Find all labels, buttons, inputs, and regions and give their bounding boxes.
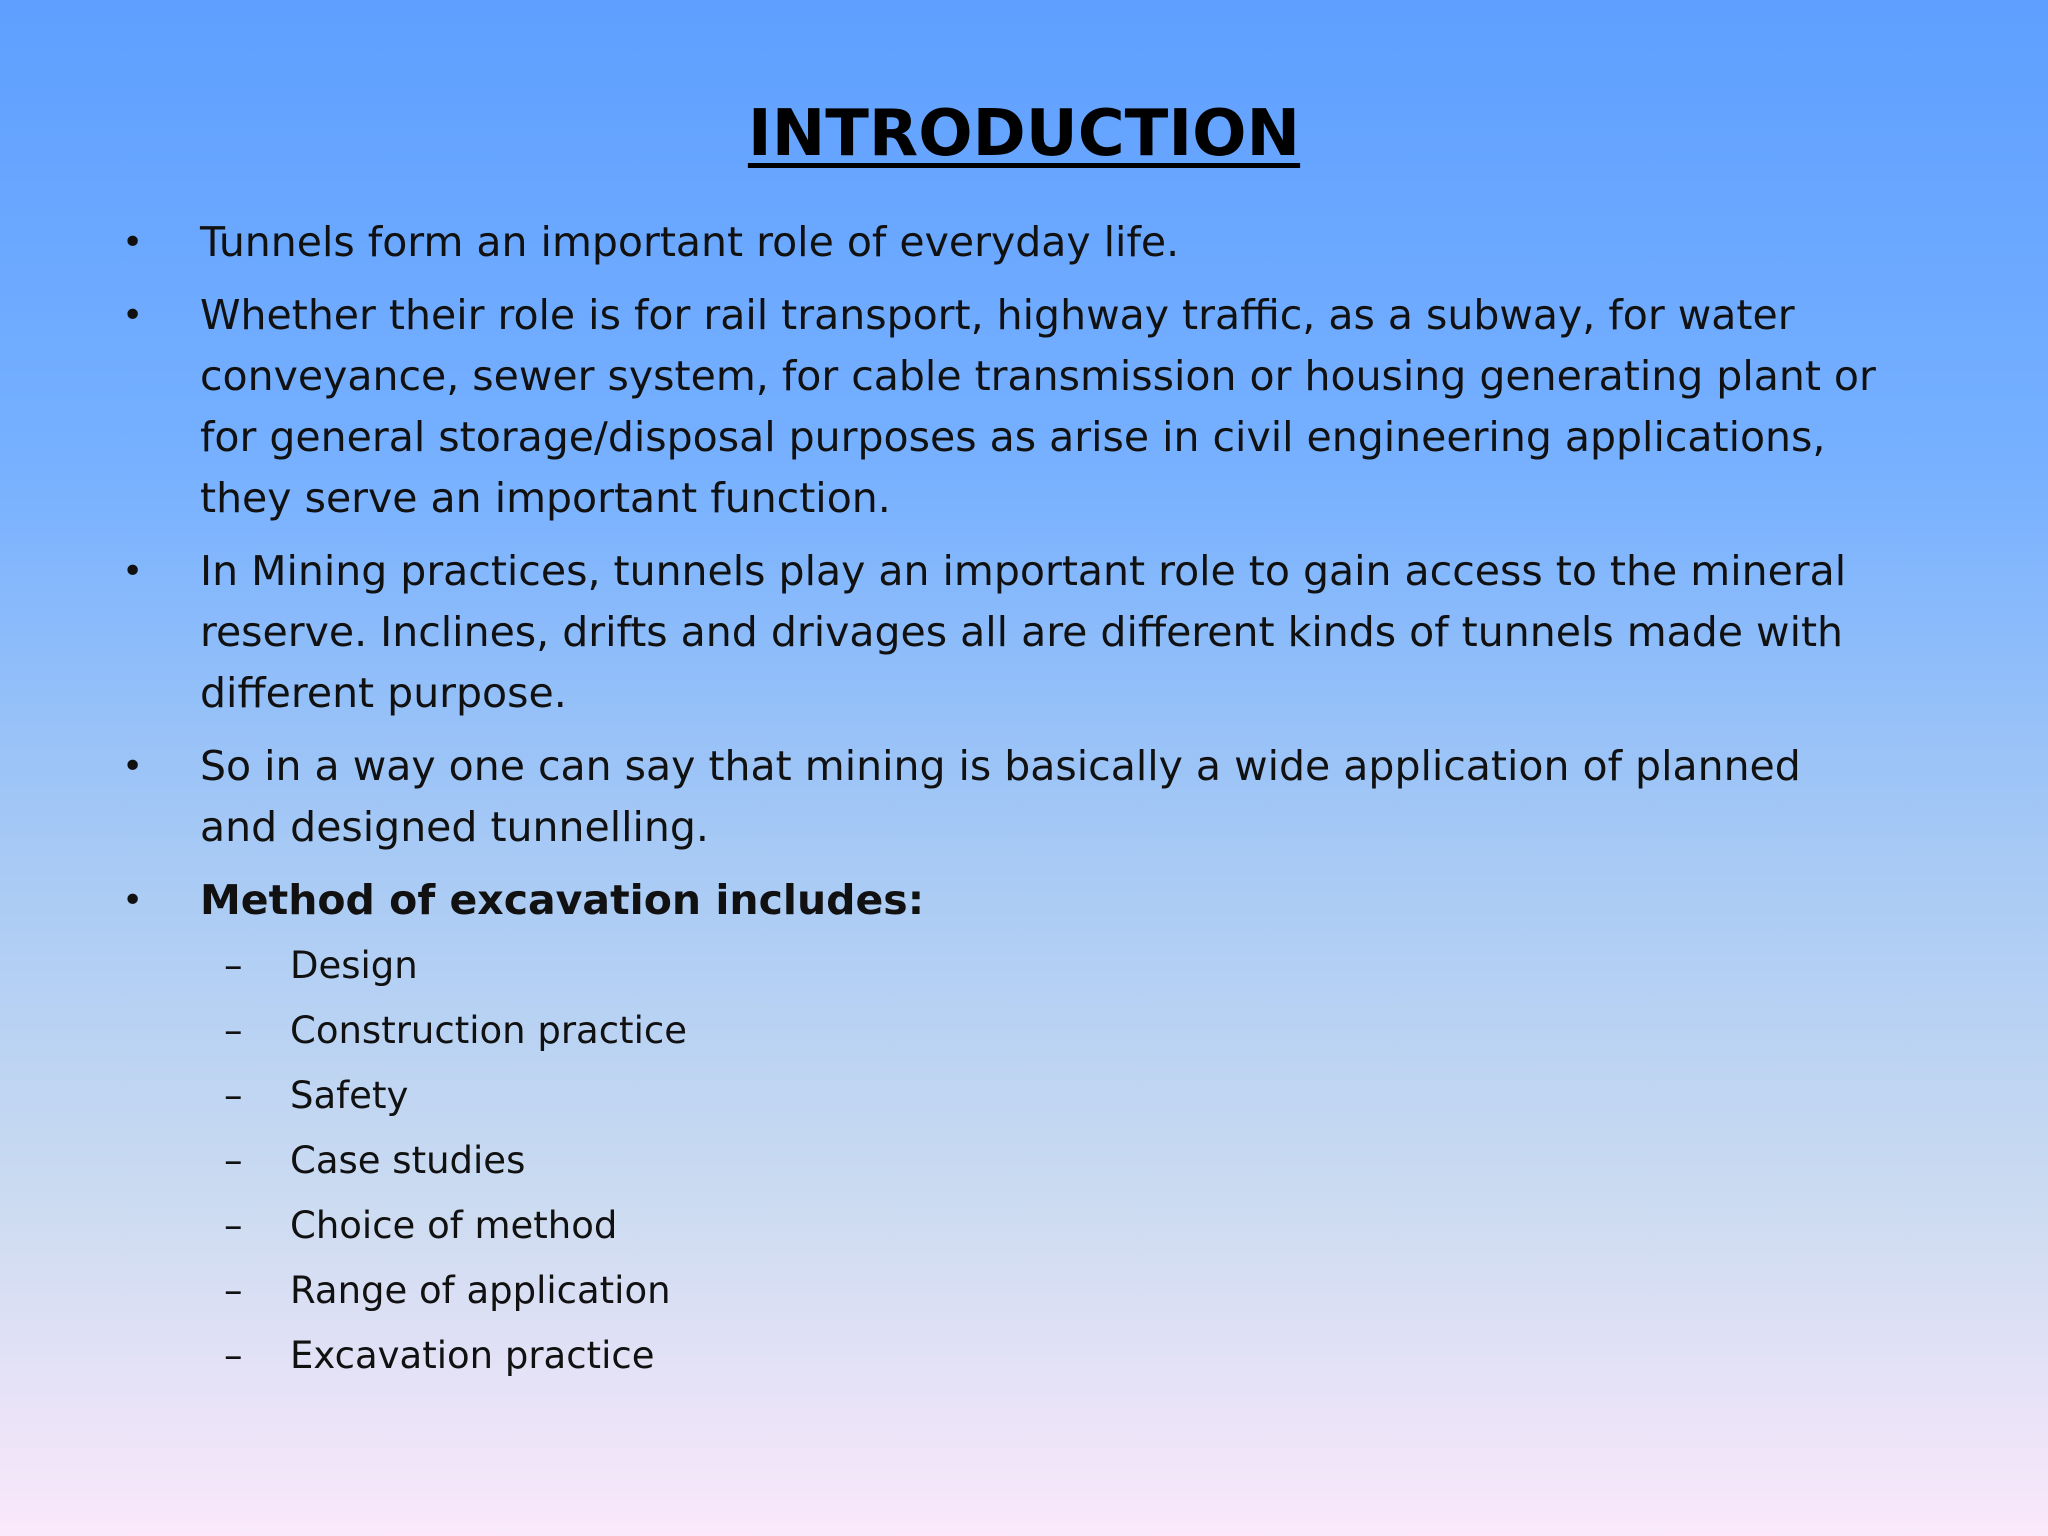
slide-title: INTRODUCTION <box>747 97 1301 171</box>
dash-marker: – <box>224 1074 243 1117</box>
bullet-text: Method of excavation includes: <box>200 876 925 924</box>
bullet-item <box>122 736 1890 858</box>
bullet-text: Whether their role is for rail transport, highway traffic, as a subway, for water conveyance, sewer system, for cable transmission or housing generating plant or for general storage/disposal purposes as arise in civil engineering applications, they serve an important function. <box>200 291 1876 522</box>
sub-bullet-text: Range of application <box>290 1269 671 1312</box>
dash-marker: – <box>224 1009 243 1052</box>
bullet-marker: • <box>122 551 144 592</box>
sub-bullet-item <box>224 1128 1890 1193</box>
sub-bullet-item <box>224 1258 1890 1323</box>
bullet-text: Tunnels form an important role of everyday life. <box>200 218 1180 266</box>
sub-bullet-text: Construction practice <box>290 1009 687 1052</box>
bullet-marker: • <box>122 295 144 336</box>
bullet-marker: • <box>122 746 144 787</box>
bullet-item <box>122 541 1890 724</box>
dash-marker: – <box>224 944 243 987</box>
sub-bullet-item <box>224 1193 1890 1258</box>
dash-marker: – <box>224 1269 243 1312</box>
bullet-item-method-heading <box>122 870 1890 1388</box>
sub-bullet-text: Excavation practice <box>290 1334 655 1377</box>
bullet-marker: • <box>122 222 144 263</box>
bullet-item <box>122 285 1890 529</box>
bullet-text: So in a way one can say that mining is basically a wide application of planned and designed tunnelling. <box>200 742 1801 851</box>
dash-marker: – <box>224 1139 243 1182</box>
sub-bullet-item <box>224 933 1890 998</box>
dash-marker: – <box>224 1204 243 1247</box>
bullet-item <box>122 212 1890 273</box>
sub-bullet-item <box>224 998 1890 1063</box>
sub-bullet-text: Choice of method <box>290 1204 618 1247</box>
dash-marker: – <box>224 1334 243 1377</box>
sub-bullet-list <box>200 933 1890 1388</box>
bullet-text: In Mining practices, tunnels play an important role to gain access to the mineral reserve. Inclines, drifts and drivages all are different kinds of tunnels made with different purpose. <box>200 547 1847 717</box>
sub-bullet-text: Safety <box>290 1074 409 1117</box>
sub-bullet-text: Design <box>290 944 418 987</box>
sub-bullet-item <box>224 1063 1890 1128</box>
sub-bullet-item <box>224 1323 1890 1388</box>
bullet-list <box>122 212 1890 1400</box>
sub-bullet-text: Case studies <box>290 1139 526 1182</box>
bullet-marker: • <box>122 880 144 921</box>
